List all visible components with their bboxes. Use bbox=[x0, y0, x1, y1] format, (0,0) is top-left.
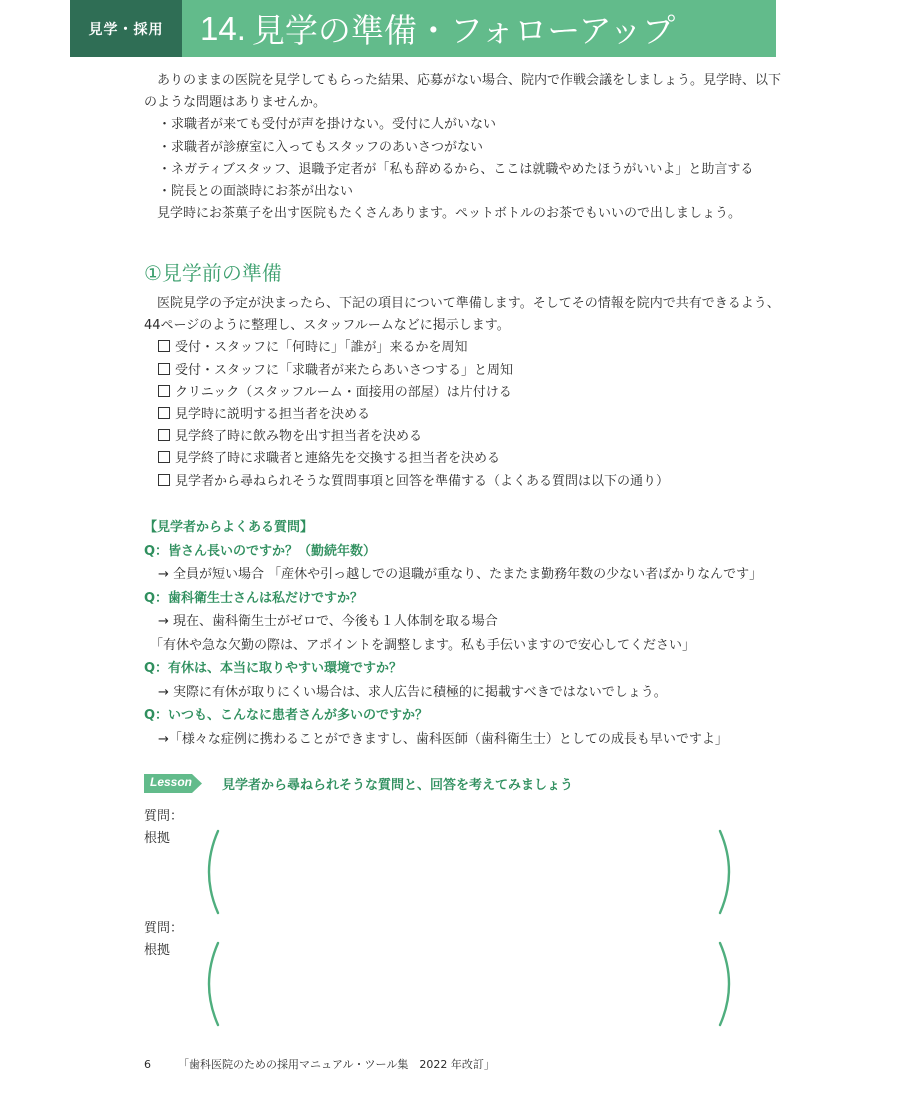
intro-section bbox=[144, 70, 784, 225]
intro-bullet: ・求職者が来ても受付が声を掛けない。受付に人がいない bbox=[158, 117, 497, 133]
right-bracket-icon bbox=[716, 828, 740, 916]
checkbox-icon bbox=[158, 474, 170, 486]
faq-answer: → 現在、歯科衛生士がゼロで、今後も１人体制を取る場合 bbox=[158, 614, 498, 629]
section-title: ①見学前の準備 bbox=[144, 261, 282, 285]
answer-field bbox=[144, 806, 744, 850]
lesson-banner bbox=[144, 774, 573, 793]
left-bracket-icon bbox=[198, 940, 222, 1028]
checklist-item: 見学者から尋ねられそうな質問事項と回答を準備する（よくある質問は以下の通り） bbox=[144, 471, 784, 493]
faq-question: Q：有休は、本当に取りやすい環境ですか？ bbox=[144, 661, 403, 676]
checkbox-icon bbox=[158, 340, 170, 352]
checkbox-icon bbox=[158, 363, 170, 375]
page-header bbox=[70, 0, 776, 57]
left-bracket-icon bbox=[198, 828, 222, 916]
checkbox-icon bbox=[158, 407, 170, 419]
checkbox-icon bbox=[158, 451, 170, 463]
faq-heading: 【見学者からよくある質問】 bbox=[144, 520, 314, 535]
lesson-badge-text: Lesson bbox=[150, 775, 193, 789]
intro-closing: 見学時にお茶菓子を出す医院もたくさんあります。ペットボトルのお茶でもいいので出しましょう。 bbox=[157, 206, 741, 222]
intro-bullet: ・ネガティブスタッフ、退職予定者が「私も辞めるから、ここは就職やめたほうがいいよ」と助言する bbox=[158, 161, 754, 177]
book-title: 「歯科医院のための採用マニュアル・ツール集 2022 年改訂」 bbox=[178, 1058, 495, 1071]
page-footer bbox=[144, 1056, 495, 1072]
answer-field bbox=[144, 918, 744, 962]
intro-bullet: ・院長との面談時にお茶が出ない bbox=[158, 184, 354, 200]
checklist-item: 見学終了時に求職者と連絡先を交換する担当者を決める bbox=[144, 448, 784, 470]
lesson-instruction: 見学者から尋ねられそうな質問と、回答を考えてみましょう bbox=[222, 778, 574, 793]
faq-question: Q：歯科衛生士さんは私だけですか？ bbox=[144, 590, 364, 606]
question-label: 質問： bbox=[144, 921, 184, 936]
faq-question: Q：いつも、こんなに患者さんが多いのですか？ bbox=[144, 708, 429, 723]
chapter-number: 14. bbox=[200, 9, 246, 47]
checkbox-icon bbox=[158, 385, 170, 397]
checklist-item: 受付・スタッフに「求職者が来たらあいさつする」と周知 bbox=[144, 360, 784, 382]
checklist-item: 見学終了時に飲み物を出す担当者を決める bbox=[144, 426, 784, 448]
page-number: 6 bbox=[144, 1058, 151, 1071]
lesson-badge bbox=[144, 774, 202, 793]
category-label: 見学・採用 bbox=[70, 0, 182, 57]
intro-text: ありのままの医院を見学してもらった結果、応募がない場合、院内で作戦会議をしましょう。見学時、以下のような問題はありませんか。 bbox=[144, 73, 782, 111]
intro-bullet: ・求職者が診療室に入ってもスタッフのあいさつがない bbox=[158, 139, 484, 155]
basis-label: 根拠 bbox=[144, 943, 171, 958]
right-bracket-icon bbox=[716, 940, 740, 1028]
preparation-text: 医院見学の予定が決まったら、下記の項目について準備します。そしてその情報を院内で共有できるよう、44ページのように整理し、スタッフルームなどに掲示します。 bbox=[144, 296, 780, 334]
basis-label: 根拠 bbox=[144, 831, 171, 846]
question-label: 質問： bbox=[144, 809, 184, 824]
checklist-item: 受付・スタッフに「何時に」「誰が」来るかを周知 bbox=[144, 337, 784, 359]
faq-answer: → 全員が短い場合 「産休や引っ越しでの退職が重なり、たまたま勤務年数の少ない者ばかりなんです」 bbox=[158, 567, 763, 582]
faq-answer: → 実際に有休が取りにくい場合は、求人広告に積極的に掲載すべきではないでしょう。 bbox=[158, 684, 667, 700]
title-band bbox=[182, 0, 776, 57]
faq-answer: →「様々な症例に携わることができますし、歯科医師（歯科衛生士）としての成長も早いですよ」 bbox=[158, 731, 728, 747]
faq-answer: 「有休や急な欠勤の際は、アポイントを調整します。私も手伝いますので安心してください」 bbox=[150, 637, 695, 653]
checklist-item: 見学時に説明する担当者を決める bbox=[144, 404, 784, 426]
faq-question: Q：皆さん長いのですか？（勤続年数） bbox=[144, 543, 377, 559]
checkbox-icon bbox=[158, 429, 170, 441]
preparation-section bbox=[144, 293, 784, 493]
faq-section bbox=[144, 516, 784, 751]
checklist-item: クリニック（スタッフルーム・面接用の部屋）は片付ける bbox=[144, 382, 784, 404]
page-title: 見学の準備・フォローアップ bbox=[251, 11, 676, 50]
